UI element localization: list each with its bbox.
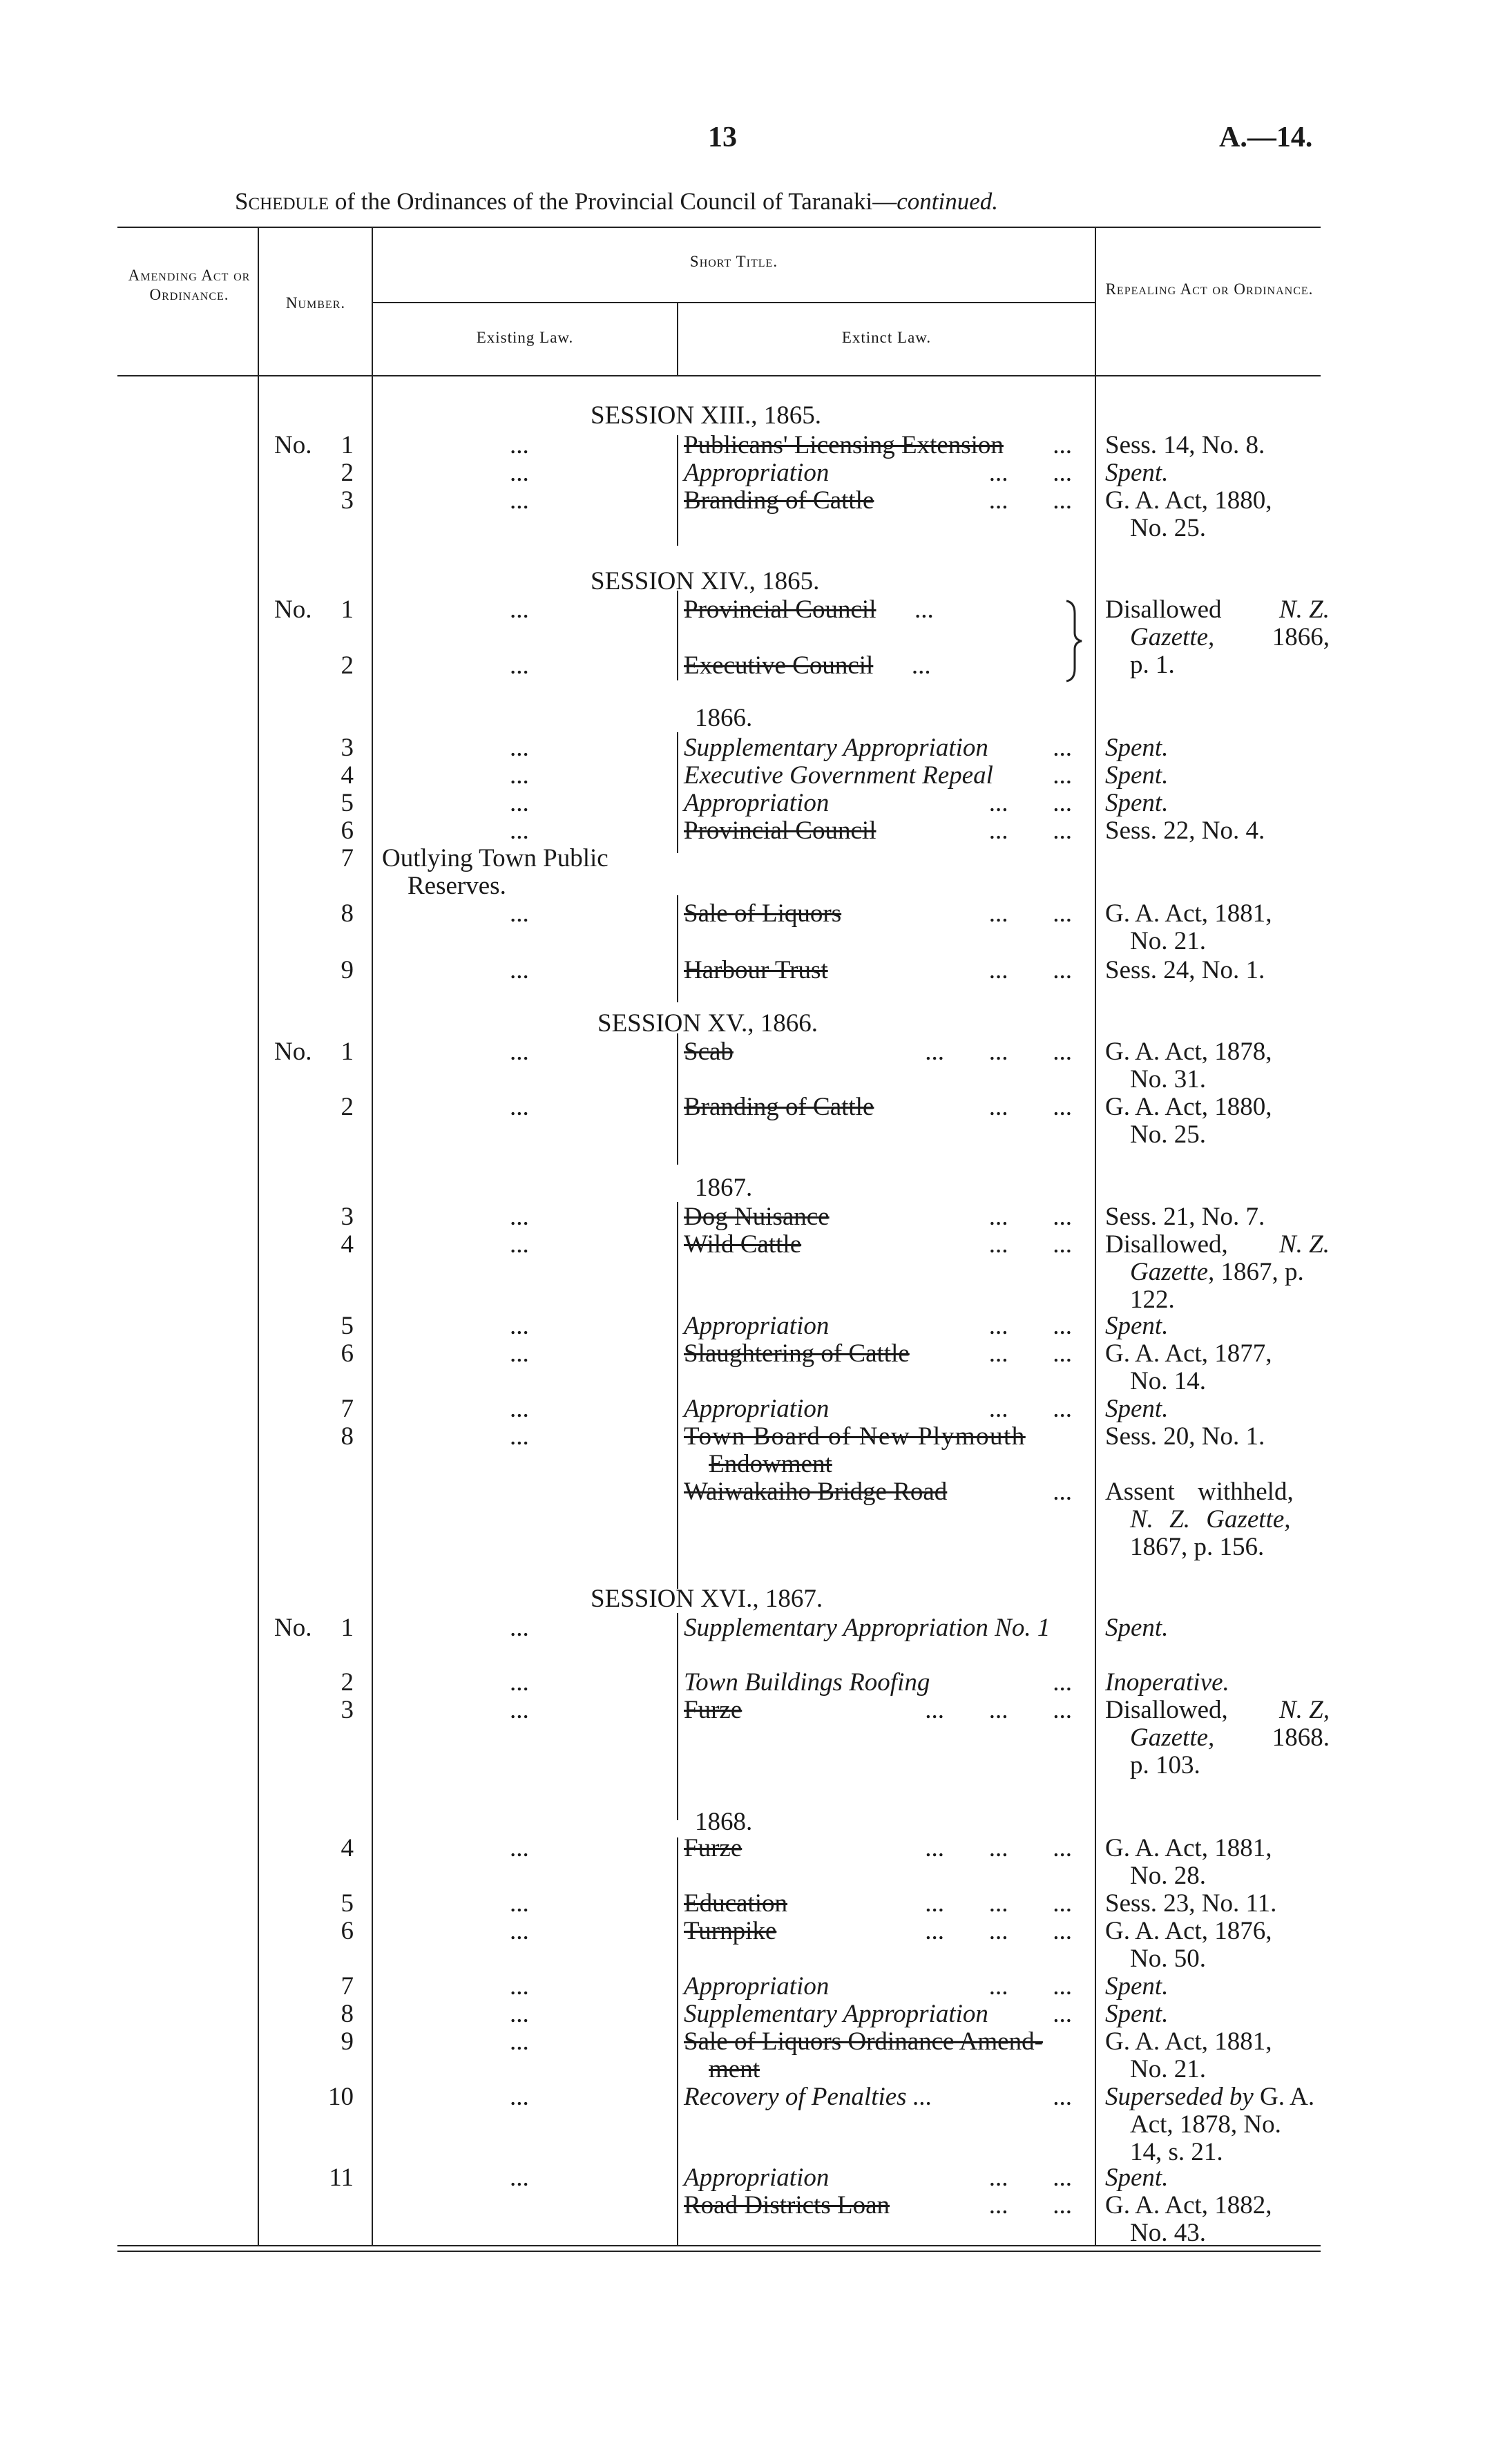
existing-law-dots: ... — [510, 651, 529, 680]
row-number: 2 — [341, 1668, 354, 1697]
repealing-entry — [1105, 1697, 1330, 1724]
leader-dots: ... — [1053, 1478, 1072, 1506]
repealing-entry-cont: No. 28. — [1130, 1862, 1206, 1890]
row-number: 3 — [341, 734, 354, 762]
repealing-entry: Inoperative. — [1105, 1668, 1229, 1697]
extinct-title: Turnpike — [684, 1917, 777, 1945]
header-bottom-rule — [117, 375, 1321, 376]
extinct-law-entry — [684, 734, 1072, 762]
existing-law-dots: ... — [510, 734, 529, 762]
existing-law-dots: ... — [510, 431, 529, 459]
session-heading: SESSION XV., 1866. — [597, 1009, 818, 1038]
extinct-law-entry — [684, 1038, 1072, 1066]
extinct-rule — [677, 732, 678, 853]
extinct-title: Harbour Trust — [684, 956, 828, 984]
extinct-law-entry — [684, 1423, 1026, 1451]
leader-dots: ... — [1053, 431, 1072, 459]
leader-dots: ... ... — [988, 1230, 1072, 1259]
no-label: No. — [274, 1614, 312, 1642]
repealing-ref: N. Z. — [1278, 595, 1330, 624]
title-lead: Schedule — [235, 188, 329, 215]
extinct-title: Appropriation — [684, 1312, 830, 1340]
repealing-entry-cont: No. 25. — [1130, 514, 1206, 542]
extinct-rule — [677, 1613, 678, 1820]
table-top-rule — [117, 227, 1321, 228]
extinct-law-entry — [684, 762, 1072, 790]
header-existing: Existing Law. — [476, 329, 574, 346]
col-divider-4 — [1095, 228, 1096, 2245]
repealing-entry: Spent. — [1105, 459, 1169, 487]
session-heading: SESSION XVI., 1867. — [591, 1585, 823, 1613]
existing-law-title-line1: Outlying Town Public — [382, 844, 609, 872]
page-title — [235, 188, 998, 216]
extinct-title: Appropriation — [684, 2164, 830, 2192]
extinct-rule — [677, 895, 678, 1002]
extinct-law-entry — [684, 2083, 1072, 2111]
existing-law-dots: ... — [510, 1668, 529, 1697]
extinct-law-entry — [684, 1973, 1072, 2000]
extinct-title: Branding of Cattle — [684, 486, 874, 515]
leader-dots: ... ... ... — [925, 1834, 1072, 1862]
extinct-title: Publicans' Licensing Extension — [684, 431, 1004, 459]
extinct-rule — [677, 591, 678, 680]
extinct-title: Provincial Council — [684, 595, 876, 624]
extinct-title: Appropriation — [684, 789, 830, 817]
header-repealing: Repealing Act or Ordinance. — [1105, 280, 1314, 298]
repealing-entry: Sess. 23, No. 11. — [1105, 1889, 1277, 1918]
extinct-title: Furze — [684, 1696, 742, 1724]
repealing-year: 1867, p. — [1220, 1258, 1304, 1286]
repealing-entry-cont: 122. — [1130, 1286, 1175, 1314]
existing-law-dots: ... — [510, 1889, 529, 1918]
repealing-text: Disallowed, — [1105, 1696, 1228, 1724]
header-extinct: Extinct Law. — [841, 329, 932, 346]
repealing-ref: N. Z. — [1278, 1230, 1330, 1259]
row-number: 7 — [341, 1395, 354, 1423]
leader-dots: ... ... — [988, 816, 1072, 845]
extinct-title: Supplementary Appropriation — [684, 734, 988, 762]
repealing-entry-cont: No. 14. — [1130, 1367, 1206, 1395]
extinct-law-entry — [684, 1890, 1072, 1918]
extinct-rule — [677, 1837, 678, 2245]
row-number: 2 — [341, 1093, 354, 1121]
row-number: 8 — [341, 1422, 354, 1451]
row-number: 3 — [341, 1203, 354, 1231]
repealing-entry: G. A. Act, 1881, — [1105, 899, 1272, 928]
leader-dots: ... ... — [988, 1093, 1072, 1121]
existing-law-dots: ... — [510, 761, 529, 790]
repealing-entry-cont: 14, s. 21. — [1130, 2138, 1223, 2166]
extinct-law-entry — [684, 2028, 1043, 2056]
leader-dots: ... — [876, 595, 934, 624]
extinct-title: Provincial Council — [684, 816, 876, 845]
extinct-title: Slaughtering of Cattle — [684, 1339, 910, 1368]
existing-law-dots: ... — [510, 1230, 529, 1259]
extinct-title-cont: Endowment — [709, 1450, 832, 1478]
existing-law-dots: ... — [510, 1422, 529, 1451]
repealing-entry — [1105, 2083, 1314, 2111]
repealing-ref: N. Z, — [1278, 1696, 1330, 1724]
extinct-law-entry — [684, 817, 1072, 845]
extinct-title: Executive Government Repeal — [684, 761, 993, 790]
extinct-law-entry — [684, 1478, 1072, 1506]
leader-dots: ... — [1053, 2083, 1072, 2111]
extinct-law-entry — [684, 487, 1072, 515]
existing-law-title-line2: Reserves. — [408, 872, 506, 900]
repealing-ref: Superseded by — [1105, 2083, 1254, 2111]
existing-law-dots: ... — [510, 1312, 529, 1340]
extinct-law-entry — [684, 1231, 1072, 1259]
extinct-law-entry — [684, 2192, 1072, 2219]
leader-dots: ... ... — [988, 459, 1072, 487]
repealing-entry: G. A. Act, 1882, — [1105, 2191, 1272, 2219]
existing-law-dots: ... — [510, 956, 529, 984]
repealing-entry: Sess. 14, No. 8. — [1105, 431, 1265, 459]
leader-dots: ... ... ... — [925, 1889, 1072, 1918]
leader-dots: ... ... — [988, 956, 1072, 984]
extinct-law-entry-line2 — [709, 1451, 832, 1478]
repealing-entry — [1105, 1231, 1330, 1259]
document-reference: A.—14. — [1219, 122, 1313, 153]
extinct-law-entry — [684, 1697, 1072, 1724]
existing-law-dots: ... — [510, 1917, 529, 1945]
repealing-entry: Spent. — [1105, 789, 1169, 817]
row-number: 6 — [341, 816, 354, 845]
leader-dots: ... — [1053, 2000, 1072, 2028]
repealing-entry-cont — [1130, 1724, 1330, 1752]
row-number: 8 — [341, 2000, 354, 2028]
leader-dots: ... — [1053, 1668, 1072, 1697]
extinct-law-entry — [684, 596, 934, 624]
repealing-entry: Spent. — [1105, 1972, 1169, 2000]
table-bottom-rule-2 — [117, 2251, 1321, 2252]
existing-law-dots: ... — [510, 1972, 529, 2000]
repealing-entry: G. A. Act, 1877, — [1105, 1339, 1272, 1368]
repealing-text: G. A. — [1260, 2083, 1315, 2111]
extinct-law-entry-line2 — [709, 2056, 760, 2083]
row-number: 1 — [341, 431, 354, 459]
leader-dots: ... — [1053, 734, 1072, 762]
extinct-title: Road Districts Loan — [684, 2191, 890, 2219]
extinct-law-entry — [684, 1918, 1072, 1945]
extinct-law-entry — [684, 1614, 1050, 1642]
repealing-entry: Spent. — [1105, 734, 1169, 762]
row-number: 4 — [341, 1834, 354, 1862]
repealing-entry-cont: 1867, p. 156. — [1130, 1533, 1265, 1561]
repealing-text: Gazette, — [1130, 1723, 1215, 1752]
extinct-title: Branding of Cattle — [684, 1093, 874, 1121]
header-number: Number. — [285, 294, 346, 312]
repealing-entry-cont — [1130, 624, 1330, 651]
extinct-title: Supplementary Appropriation — [684, 2000, 988, 2028]
repealing-entry: Spent. — [1105, 1312, 1169, 1340]
leader-dots: ... ... — [988, 1203, 1072, 1231]
existing-law-dots: ... — [510, 1834, 529, 1862]
existing-law-dots: ... — [510, 2000, 529, 2028]
repealing-entry: G. A. Act, 1878, — [1105, 1038, 1272, 1066]
row-number: 1 — [341, 1038, 354, 1066]
extinct-title: Appropriation — [684, 1395, 830, 1423]
extinct-law-entry — [684, 1203, 1072, 1231]
col-divider-2 — [372, 228, 373, 2245]
repealing-entry: Sess. 20, No. 1. — [1105, 1422, 1265, 1451]
extinct-law-entry — [684, 790, 1072, 817]
repealing-entry: Spent. — [1105, 2164, 1169, 2192]
extinct-title: Town Board of New Plymouth — [684, 1422, 1026, 1451]
page-number: 13 — [708, 122, 737, 153]
row-number: 10 — [328, 2083, 354, 2111]
repealing-entry: Sess. 22, No. 4. — [1105, 816, 1265, 845]
repealing-entry: G. A. Act, 1881, — [1105, 2027, 1272, 2056]
repealing-text: Gazette, — [1130, 1258, 1215, 1286]
row-number: 2 — [341, 651, 354, 680]
extinct-law-entry — [684, 652, 931, 680]
year-heading: 1866. — [695, 704, 753, 732]
existing-law-dots: ... — [510, 2164, 529, 2192]
header-amending: Amending Act or Ordinance. — [128, 267, 251, 303]
extinct-title: Recovery of Penalties ... — [684, 2083, 932, 2111]
extinct-law-entry — [684, 2000, 1072, 2028]
leader-dots: ... ... — [988, 486, 1072, 515]
extinct-title: Sale of Liquors — [684, 899, 842, 928]
existing-law-dots: ... — [510, 1696, 529, 1724]
extinct-law-entry — [684, 1395, 1072, 1423]
row-number: 8 — [341, 899, 354, 928]
leader-dots: ... ... — [988, 1972, 1072, 2000]
extinct-law-entry — [684, 957, 1072, 984]
leader-dots: ... ... ... — [925, 1038, 1072, 1066]
extinct-title: Appropriation — [684, 1972, 830, 2000]
leader-dots: ... ... — [988, 1395, 1072, 1423]
extinct-rule — [677, 435, 678, 546]
repealing-entry-cont: N. Z. Gazette, — [1130, 1505, 1291, 1534]
repealing-text: Disallowed, — [1105, 1230, 1228, 1259]
extinct-title: Supplementary Appropriation No. 1 — [684, 1614, 1051, 1642]
existing-law-dots: ... — [510, 1339, 529, 1368]
session-heading: SESSION XIV., 1865. — [591, 567, 820, 595]
repealing-entry: G. A. Act, 1881, — [1105, 1834, 1272, 1862]
extinct-rule — [677, 1033, 678, 1165]
extinct-title: Furze — [684, 1834, 742, 1862]
row-number: 5 — [341, 1312, 354, 1340]
repealing-text: Gazette, — [1130, 623, 1215, 651]
leader-dots: ... ... — [988, 2164, 1072, 2192]
repealing-entry-cont — [1130, 1259, 1304, 1286]
row-number: 4 — [341, 1230, 354, 1259]
no-label: No. — [274, 595, 312, 624]
extinct-title-cont: ment — [709, 2055, 760, 2083]
repealing-entry: Spent. — [1105, 761, 1169, 790]
existing-law-dots: ... — [510, 459, 529, 487]
extinct-title: Scab — [684, 1038, 734, 1066]
header-short-title: Short Title. — [689, 253, 778, 270]
repealing-entry — [1105, 487, 1330, 515]
repealing-entry: G. A. Act, 1876, — [1105, 1917, 1272, 1945]
existing-law-dots: ... — [510, 1203, 529, 1231]
brace-icon — [1064, 600, 1084, 682]
leader-dots: ... ... — [988, 1339, 1072, 1368]
repealing-entry-cont: p. 103. — [1130, 1751, 1200, 1779]
extinct-title: Dog Nuisance — [684, 1203, 830, 1231]
title-continued: continued. — [897, 188, 998, 215]
extinct-law-entry — [684, 459, 1072, 487]
existing-law-dots: ... — [510, 789, 529, 817]
repealing-entry-cont: p. 1. — [1130, 651, 1175, 679]
extinct-title: Executive Council — [684, 651, 874, 680]
subheader-rule — [373, 302, 1095, 303]
extinct-title: Wild Cattle — [684, 1230, 802, 1259]
extinct-title: Town Buildings Roofing — [684, 1668, 930, 1697]
repealing-entry-cont: No. 50. — [1130, 1945, 1206, 1973]
repealing-entry — [1105, 596, 1330, 624]
leader-dots: ... ... — [988, 899, 1072, 928]
repealing-entry-cont: No. 31. — [1130, 1065, 1206, 1093]
title-main: of the Ordinances of the Provincial Council of Taranaki— — [329, 188, 897, 215]
col-divider-1 — [258, 228, 259, 2245]
repealing-year: 1868. — [1272, 1723, 1330, 1752]
extinct-rule — [677, 1202, 678, 1589]
row-number: 5 — [341, 1889, 354, 1918]
repealing-entry-cont: No. 21. — [1130, 2055, 1206, 2083]
existing-law-dots: ... — [510, 2083, 529, 2111]
extinct-law-entry — [684, 432, 1072, 459]
repealing-text: G. A. Act, 1880, — [1105, 486, 1272, 515]
existing-law-title — [382, 845, 667, 872]
repealing-entry: Sess. 24, No. 1. — [1105, 956, 1265, 984]
existing-law-dots: ... — [510, 816, 529, 845]
extinct-law-entry — [684, 1835, 1072, 1862]
leader-dots: ... ... — [988, 1312, 1072, 1340]
extinct-law-entry — [684, 2164, 1072, 2192]
extinct-law-entry — [684, 1093, 1072, 1121]
row-number: 6 — [341, 1917, 354, 1945]
row-number: 1 — [341, 1614, 354, 1642]
repealing-entry: Spent. — [1105, 1614, 1169, 1642]
row-number: 7 — [341, 1972, 354, 2000]
row-number: 2 — [341, 459, 354, 487]
row-number: 4 — [341, 761, 354, 790]
leader-dots: ... — [1053, 761, 1072, 790]
row-number: 3 — [341, 1696, 354, 1724]
extinct-title: Appropriation — [684, 459, 830, 487]
extinct-law-entry — [684, 900, 1072, 928]
repealing-entry: Spent. — [1105, 2000, 1169, 2028]
extinct-title: Waiwakaiho Bridge Road — [684, 1478, 948, 1506]
leader-dots: ... — [873, 651, 931, 680]
leader-dots: ... ... ... — [925, 1696, 1072, 1724]
existing-law-dots: ... — [510, 1038, 529, 1066]
existing-law-dots: ... — [510, 595, 529, 624]
repealing-entry: Sess. 21, No. 7. — [1105, 1203, 1265, 1231]
repealing-year: 1866, — [1272, 623, 1330, 651]
existing-law-dots: ... — [510, 486, 529, 515]
repealing-text: Disallowed — [1105, 595, 1222, 624]
extinct-law-entry — [684, 1340, 1072, 1368]
row-number: 7 — [341, 844, 354, 872]
year-heading: 1868. — [695, 1808, 753, 1836]
existing-law-dots: ... — [510, 1395, 529, 1423]
row-number: 9 — [341, 956, 354, 984]
extinct-title: Education — [684, 1889, 788, 1918]
repealing-entry-cont: No. 21. — [1130, 927, 1206, 955]
row-number: 3 — [341, 486, 354, 515]
existing-law-dots: ... — [510, 1614, 529, 1642]
existing-law-dots: ... — [510, 1093, 529, 1121]
row-number: 5 — [341, 789, 354, 817]
leader-dots: ... ... ... — [925, 1917, 1072, 1945]
leader-dots: ... ... — [988, 789, 1072, 817]
row-number: 9 — [341, 2027, 354, 2056]
repealing-entry: Assent withheld, — [1105, 1478, 1294, 1506]
extinct-law-entry — [684, 1669, 1072, 1697]
existing-law-dots: ... — [510, 2027, 529, 2056]
repealing-entry-cont: No. 43. — [1130, 2219, 1206, 2247]
repealing-entry-cont: No. 25. — [1130, 1120, 1206, 1149]
row-number: 6 — [341, 1339, 354, 1368]
leader-dots: ... ... — [988, 2191, 1072, 2219]
repealing-entry-cont: Act, 1878, No. — [1130, 2110, 1281, 2139]
year-heading: 1867. — [695, 1174, 753, 1202]
extinct-law-entry — [684, 1312, 1072, 1340]
no-label: No. — [274, 1038, 312, 1066]
existing-law-dots: ... — [510, 899, 529, 928]
extinct-title: Sale of Liquors Ordinance Amend- — [684, 2027, 1043, 2056]
session-heading: SESSION XIII., 1865. — [591, 401, 822, 430]
repealing-entry: Spent. — [1105, 1395, 1169, 1423]
row-number: 1 — [341, 595, 354, 624]
row-number: 11 — [329, 2164, 354, 2192]
no-label: No. — [274, 431, 312, 459]
repealing-entry: G. A. Act, 1880, — [1105, 1093, 1272, 1121]
